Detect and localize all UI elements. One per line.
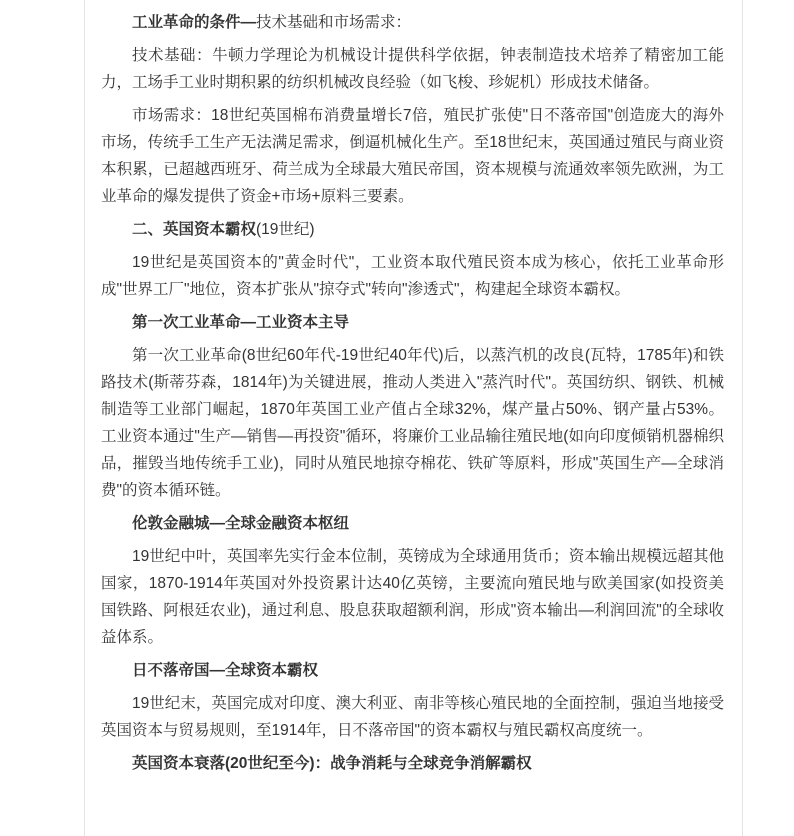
paragraph-tech-basis: 技术基础：牛顿力学理论为机械设计提供科学依据，钟表制造技术培养了精密加工能力，工场手工业时期积累的纺织机械改良经验（如飞梭、珍妮机）形成技术储备。 [101, 47, 724, 91]
section-heading-london-financial-city [101, 510, 724, 537]
paragraph-market-demand: 市场需求：18世纪英国棉布消费量增长7倍，殖民扩张使"日不落帝国"创造庞大的海外市场，传统手工生产无法满足需求，倒逼机械化生产。至18世纪末，英国通过殖民与商业资本积累，已超越西班牙、荷兰成为全球最大殖民帝国，资本规模与流通效率领先欧洲，为工业革命的爆发提供了资金+市场+原料三要素。 [101, 107, 724, 205]
section-heading-british-capital-hegemony [101, 216, 724, 243]
paragraph-golden-age: 19世纪是英国资本的"黄金时代"，工业资本取代殖民资本成为核心，依托工业革命形成"世界工厂"地位，资本扩张从"掠夺式"转向"渗透式"，构建起全球资本霸权。 [101, 254, 724, 298]
section-heading-british-capital-decline [101, 750, 724, 777]
heading-suffix-text: (19世纪) [256, 221, 315, 238]
heading-bold-text: 第一次工业革命—工业资本主导 [132, 314, 350, 331]
section-heading-first-industrial-revolution [101, 309, 724, 336]
lead-rest-text: 技术基础和市场需求： [256, 14, 412, 31]
lead-bold-text: 工业革命的条件— [132, 14, 257, 31]
heading-bold-text: 英国资本衰落(20世纪至今)：战争消耗与全球竞争消解霸权 [132, 755, 532, 772]
section-lead-heading [101, 9, 724, 36]
heading-bold-text: 二、英国资本霸权 [132, 221, 257, 238]
article-content-column [84, 0, 743, 836]
paragraph-colonial-control: 19世纪末，英国完成对印度、澳大利亚、南非等核心殖民地的全面控制，强迫当地接受英国资本与贸易规则，至1914年，日不落帝国"的资本霸权与殖民霸权高度统一。 [101, 695, 724, 739]
heading-bold-text: 伦敦金融城—全球金融资本枢纽 [132, 515, 350, 532]
paragraph-gold-standard: 19世纪中叶，英国率先实行金本位制，英镑成为全球通用货币；资本输出规模远超其他国家，1870-1914年英国对外投资累计达40亿英镑，主要流向殖民地与欧美国家(如投资美国铁路、阿根廷农业)，通过利息、股息获取超额利润，形成"资本输出—利润回流"的全球收益体系。 [101, 548, 724, 646]
section-heading-empire-sun-never-sets [101, 657, 724, 684]
paragraph-first-industrial-revolution: 第一次工业革命(8世纪60年代-19世纪40年代)后，以蒸汽机的改良(瓦特，1785年)和铁路技术(斯蒂芬森，1814年)为关键进展，推动人类进入"蒸汽时代"。英国纺织、钢铁、机械制造等工业部门崛起，1870年英国工业产值占全球32%，煤产量占50%、钢产量占53%。工业资本通过"生产—销售—再投资"循环，将廉价工业品输往殖民地(如向印度倾销机器棉织品，摧毁当地传统手工业)，同时从殖民地掠夺棉花、铁矿等原料，形成"英国生产—全球消费"的资本循环链。 [101, 347, 724, 499]
heading-bold-text: 日不落帝国—全球资本霸权 [132, 662, 319, 679]
